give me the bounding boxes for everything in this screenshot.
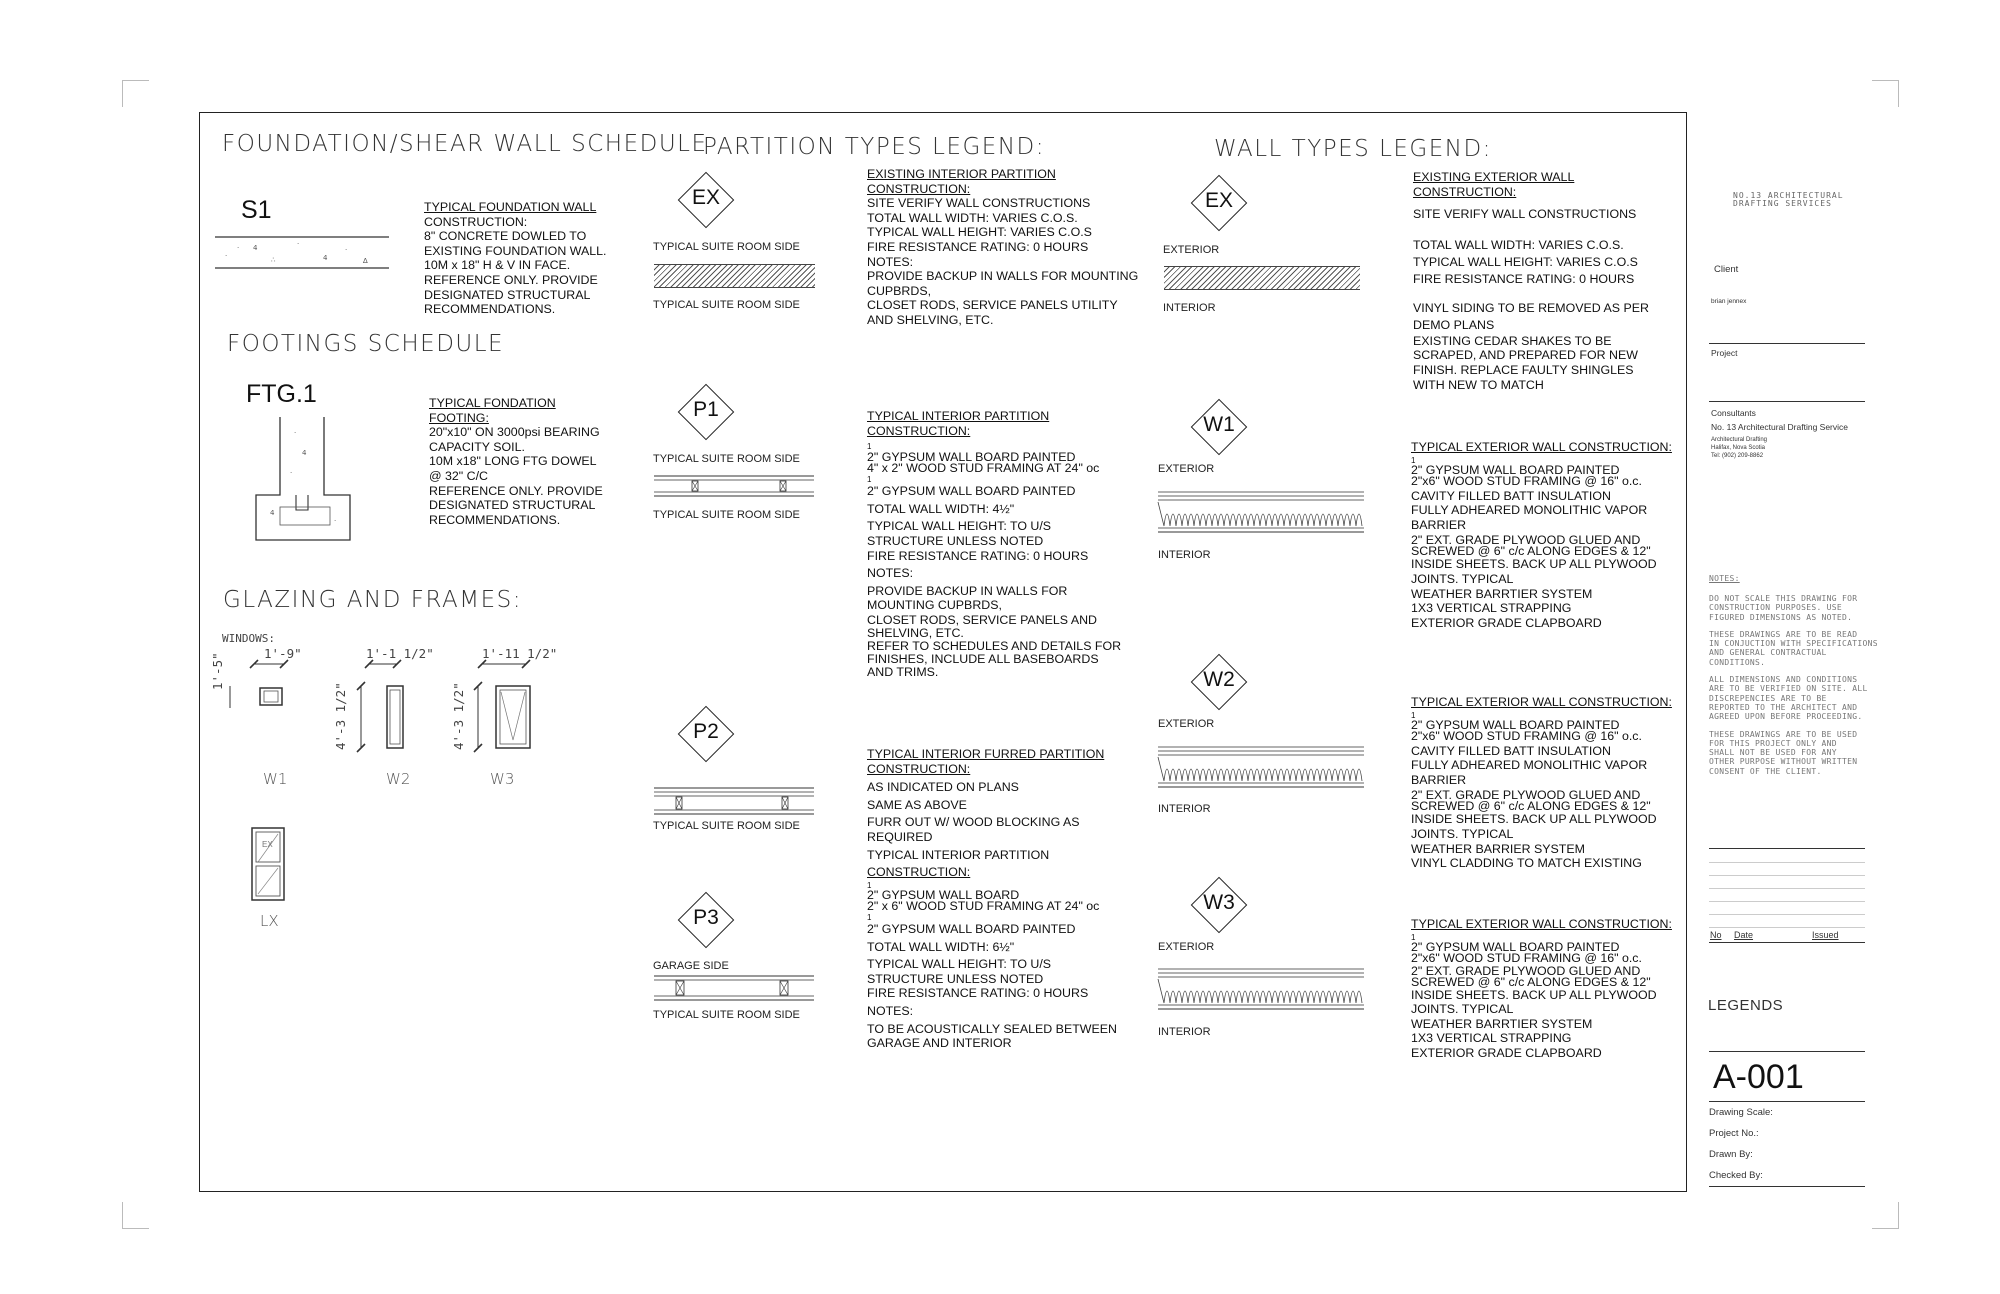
revision-issued-header: Issued <box>1812 930 1839 940</box>
consultant-name: No. 13 Architectural Drafting Service <box>1711 422 1849 432</box>
wall-w1-wall-section <box>1158 490 1366 538</box>
ftg1-note: TYPICAL FONDATION FOOTING: 20"x10" ON 3000psi BEARING CAPACITY SOIL. 10M x18" LONG FTG DOWEL @ 32" C/C REFERENCE ONLY. PROVIDE DESIGNATED STRUCTURAL RECOMMENDATIONS. <box>429 396 603 527</box>
partition-p1-wall-section <box>654 472 816 502</box>
glazing-title: GLAZING AND FRAMES: <box>223 587 522 613</box>
partition-ex-wall-hatch <box>654 264 815 288</box>
svg-text:·: · <box>225 252 228 260</box>
svg-text:·: · <box>290 469 293 477</box>
svg-text:·: · <box>294 429 297 437</box>
footings-schedule-title: FOOTINGS SCHEDULE <box>227 331 505 357</box>
wall-w3-top-label: EXTERIOR <box>1158 941 1215 953</box>
svg-text:·: · <box>297 240 300 248</box>
w3-height-dim: 4'-3 1/2" <box>451 682 466 750</box>
partition-ex-tag: EX <box>691 186 720 209</box>
svg-text:·: · <box>334 517 337 525</box>
w1-label: W1 <box>263 770 288 788</box>
wall-ex-wall-hatch <box>1164 266 1360 290</box>
client-label: Client <box>1714 264 1739 275</box>
partition-ex-note: EXISTING INTERIOR PARTITION CONSTRUCTION: SITE VERIFY WALL CONSTRUCTIONS TOTAL WALL WIDTH: VARIES C.O.S. TYPICAL WALL HEIGHT: VARIES C.O.S FIRE RESISTANCE RATING: 0 HOURS NOTES: PROVIDE BACKUP IN WALLS FOR MOUNTING CUPBRDS, CLOSET RODS, SERVICE PANELS UTILITY AND SHELVING, ETC. <box>867 167 1139 327</box>
crop-mark-top-right <box>1872 80 1899 107</box>
partition-p1-note: TYPICAL INTERIOR PARTITION CONSTRUCTION: 1 2" GYPSUM WALL BOARD PAINTED 4" x 2" WOOD STUD FRAMING AT 24" oc 1 2" GYPSUM WALL BOARD PAINTED TOTAL WALL WIDTH: 4½" TYPICAL WALL HEIGHT: TO U/S STRUCTURE UNLESS NOTED FIRE RESISTANCE RATING: 0 HOURS NOTES: PROVIDE BACKUP IN WALLS FOR MOUNTING CUPBRDS, CLOSET RODS, SERVICE PANELS AND SHELVING, ETC. REFER TO SCHEDULES AND DETAILS FOR FINISHES, INCLUDE ALL BASEBOARDS AND TRIMS. <box>867 409 1122 679</box>
foundation-schedule-title: FOUNDATION/SHEAR WALL SCHEDULE <box>222 131 708 157</box>
s1-note: TYPICAL FOUNDATION WALL CONSTRUCTION: 8" CONCRETE DOWLED TO EXISTING FOUNDATION WALL. 10M x 18" H & V IN FACE. REFERENCE ONLY. PROVIDE DESIGNATED STRUCTURAL RECOMMENDATIONS. <box>424 200 607 317</box>
wall-w2-bottom-label: INTERIOR <box>1158 803 1211 815</box>
sheet-number-divider <box>1709 1101 1865 1102</box>
title-block-bottom <box>1709 1186 1865 1187</box>
w3-window-elevation <box>462 660 542 760</box>
lx-pane-label: EX <box>262 840 273 849</box>
consultants-label: Consultants <box>1711 408 1756 418</box>
wall-w2-tag: W2 <box>1203 668 1235 691</box>
crop-mark-bottom-right <box>1872 1202 1899 1229</box>
project-divider <box>1709 401 1865 402</box>
svg-text:∴: ∴ <box>271 256 276 264</box>
partition-p3-bottom-label: TYPICAL SUITE ROOM SIDE <box>653 1009 800 1021</box>
w2-height-dim: 4'-3 1/2" <box>333 682 348 750</box>
partition-p3-note: 1 2" GYPSUM WALL BOARD 2" x 6" WOOD STUD FRAMING AT 24" oc 1 2" GYPSUM WALL BOARD PAINTED TOTAL WALL WIDTH: 6½" TYPICAL WALL HEIGHT: TO U/S STRUCTURE UNLESS NOTED FIRE RESISTANCE RATING: 0 HOURS NOTES: TO BE ACOUSTICALLY SEALED BETWEEN GARAGE AND INTERIOR <box>867 881 1117 1051</box>
crop-mark-top-left <box>122 80 149 107</box>
partition-p3-wall-section <box>654 974 816 1008</box>
w1-window-elevation <box>224 660 294 716</box>
consultant-details: Architectural Drafting Halifax, Nova Scotia Tel: (902) 209-8862 <box>1711 437 1768 459</box>
w1-width-dim: 1'-9" <box>264 646 302 661</box>
partition-ex-bottom-label: TYPICAL SUITE ROOM SIDE <box>653 299 800 311</box>
partition-p2-note: TYPICAL INTERIOR FURRED PARTITION CONSTRUCTION: AS INDICATED ON PLANS SAME AS ABOVE FURR OUT W/ WOOD BLOCKING AS REQUIRED TYPICAL INTERIOR PARTITION CONSTRUCTION: <box>867 747 1105 880</box>
wall-ex-top-label: EXTERIOR <box>1163 244 1220 256</box>
w2-label: W2 <box>386 770 411 788</box>
partition-p1-bottom-label: TYPICAL SUITE ROOM SIDE <box>653 509 800 521</box>
firm-name: NO.13 ARCHITECTURAL DRAFTING SERVICES <box>1733 191 1844 208</box>
wall-w2-top-label: EXTERIOR <box>1158 718 1215 730</box>
crop-mark-bottom-left <box>122 1202 149 1229</box>
svg-text:4: 4 <box>270 509 275 517</box>
partition-p2-wall-section <box>654 786 816 820</box>
partition-p3-tag: P3 <box>693 906 719 929</box>
drawing-scale-label: Drawing Scale: <box>1709 1107 1773 1118</box>
svg-text:∆: ∆ <box>363 257 368 265</box>
revision-table-top <box>1709 848 1865 849</box>
wall-ex-bottom-label: INTERIOR <box>1163 302 1216 314</box>
w3-width-dim: 1'-11 1/2" <box>482 646 558 661</box>
notes-label: NOTES: <box>1709 574 1740 583</box>
revision-table-bottom <box>1709 942 1865 943</box>
svg-text:4: 4 <box>323 254 328 262</box>
partition-p2-tag: P2 <box>693 720 719 743</box>
lx-window-elevation <box>250 826 290 906</box>
s1-tag: S1 <box>241 196 272 224</box>
partition-p1-top-label: TYPICAL SUITE ROOM SIDE <box>653 453 800 465</box>
windows-label: WINDOWS: <box>222 632 275 645</box>
wall-w3-wall-section <box>1158 967 1366 1015</box>
wall-ex-note: EXISTING EXTERIOR WALL CONSTRUCTION: SITE VERIFY WALL CONSTRUCTIONS TOTAL WALL WIDTH: VARIES C.O.S. TYPICAL WALL HEIGHT: VARIES C.O.S FIRE RESISTANCE RATING: 0 HOURS VINYL SIDING TO BE REMOVED AS PER DEMO PLANS EXISTING CEDAR SHAKES TO BE SCRAPED, AND PREPARED FOR NEW FINISH. REPLACE FAULTY SHINGLES WITH NEW TO MATCH <box>1413 170 1649 392</box>
wall-w1-top-label: EXTERIOR <box>1158 463 1215 475</box>
w2-window-elevation <box>345 660 415 760</box>
partition-p3-top-label: GARAGE SIDE <box>653 960 729 972</box>
sheet-title: LEGENDS <box>1708 997 1784 1014</box>
wall-w3-tag: W3 <box>1203 891 1235 914</box>
svg-text:·: · <box>237 244 240 252</box>
sheet-number: A-001 <box>1713 1058 1804 1096</box>
svg-text:4: 4 <box>302 449 307 457</box>
sheet-title-divider <box>1709 1051 1865 1052</box>
w3-label: W3 <box>490 770 515 788</box>
w1-height-dim: 1'-5" <box>210 652 225 690</box>
wall-w1-note: TYPICAL EXTERIOR WALL CONSTRUCTION: 1 2" GYPSUM WALL BOARD PAINTED 2"x6" WOOD STUD FRAMING @ 16" o.c. CAVITY FILLED BATT INSULATION FULLY ADHEARED MONOLITHIC VAPOR BARRIER 2" EXT. GRADE PLYWOOD GLUED AND SCREWED @ 6" c/c ALONG EDGES & 12" INSIDE SHEETS. BACK UP ALL PLYWOOD JOINTS. TYPICAL WEATHER BARRTIER SYSTEM 1X3 VERTICAL STRAPPING EXTERIOR GRADE CLAPBOARD <box>1411 440 1672 630</box>
revision-date-header: Date <box>1734 930 1754 940</box>
wall-w2-wall-section <box>1158 745 1366 793</box>
client-divider <box>1709 343 1865 344</box>
revision-no-header: No <box>1710 930 1722 940</box>
partition-p2-bottom-label: TYPICAL SUITE ROOM SIDE <box>653 820 800 832</box>
ftg1-footing-detail <box>250 415 360 545</box>
checked-by-label: Checked By: <box>1709 1170 1763 1181</box>
drawn-by-label: Drawn By: <box>1709 1149 1753 1160</box>
wall-ex-tag: EX <box>1204 189 1233 212</box>
wall-w1-bottom-label: INTERIOR <box>1158 549 1211 561</box>
partition-p1-tag: P1 <box>693 398 719 421</box>
w2-width-dim: 1'-1 1/2" <box>366 646 434 661</box>
wall-w2-note: TYPICAL EXTERIOR WALL CONSTRUCTION: 1 2" GYPSUM WALL BOARD PAINTED 2"x6" WOOD STUD FRAMING @ 16" o.c. CAVITY FILLED BATT INSULATION FULLY ADHEARED MONOLITHIC VAPOR BARRIER 2" EXT. GRADE PLYWOOD GLUED AND SCREWED @ 6" c/c ALONG EDGES & 12" INSIDE SHEETS. BACK UP ALL PLYWOOD JOINTS. TYPICAL WEATHER BARRIER SYSTEM VINYL CLADDING TO MATCH EXISTING <box>1411 695 1672 871</box>
partition-legend-title: PARTITION TYPES LEGEND: <box>703 134 1046 160</box>
s1-foundation-detail <box>213 230 393 275</box>
wall-w1-tag: W1 <box>1203 413 1235 436</box>
project-label: Project <box>1711 348 1738 358</box>
wall-w3-note: TYPICAL EXTERIOR WALL CONSTRUCTION: 1 2" GYPSUM WALL BOARD PAINTED 2"x6" WOOD STUD FRAMING @ 16" o.c. 2" EXT. GRADE PLYWOOD GLUED AND SCREWED @ 6" c/c ALONG EDGES & 12" INSIDE SHEETS. BACK UP ALL PLYWOOD JOINTS. TYPICAL WEATHER BARRTIER SYSTEM 1X3 VERTICAL STRAPPING EXTERIOR GRADE CLAPBOARD <box>1411 917 1672 1060</box>
wall-legend-title: WALL TYPES LEGEND: <box>1214 136 1492 162</box>
svg-text:·: · <box>345 246 348 254</box>
client-name: brian jennex <box>1711 298 1747 305</box>
general-notes: DO NOT SCALE THIS DRAWING FOR CONSTRUCTION PURPOSES. USE FIGURED DIMENSIONS AS NOTED. THESE DRAWINGS ARE TO BE READ IN CONJUCTION WITH SPECIFICATIONS AND GENERAL CONTRACTUAL CONDITIONS. ALL DIMENSIONS AND CONDITIONS ARE TO BE VERIFIED ON SITE. ALL DISCREPENCIES ARE TO BE REPORTED TO THE ARCHITECT AND AGREED UPON BEFORE PROCEEDING. THESE DRAWINGS ARE TO BE USED FOR THIS PROJECT ONLY AND SHALL NOT BE USED FOR ANY OTHER PURPOSE WITHOUT WRITTEN CONSENT OF THE CLIENT. <box>1709 594 1878 776</box>
svg-text:4: 4 <box>253 244 258 252</box>
partition-ex-top-label: TYPICAL SUITE ROOM SIDE <box>653 241 800 253</box>
project-no-label: Project No.: <box>1709 1128 1759 1139</box>
lx-label: LX <box>260 912 279 930</box>
ftg1-tag: FTG.1 <box>246 380 317 408</box>
wall-w3-bottom-label: INTERIOR <box>1158 1026 1211 1038</box>
